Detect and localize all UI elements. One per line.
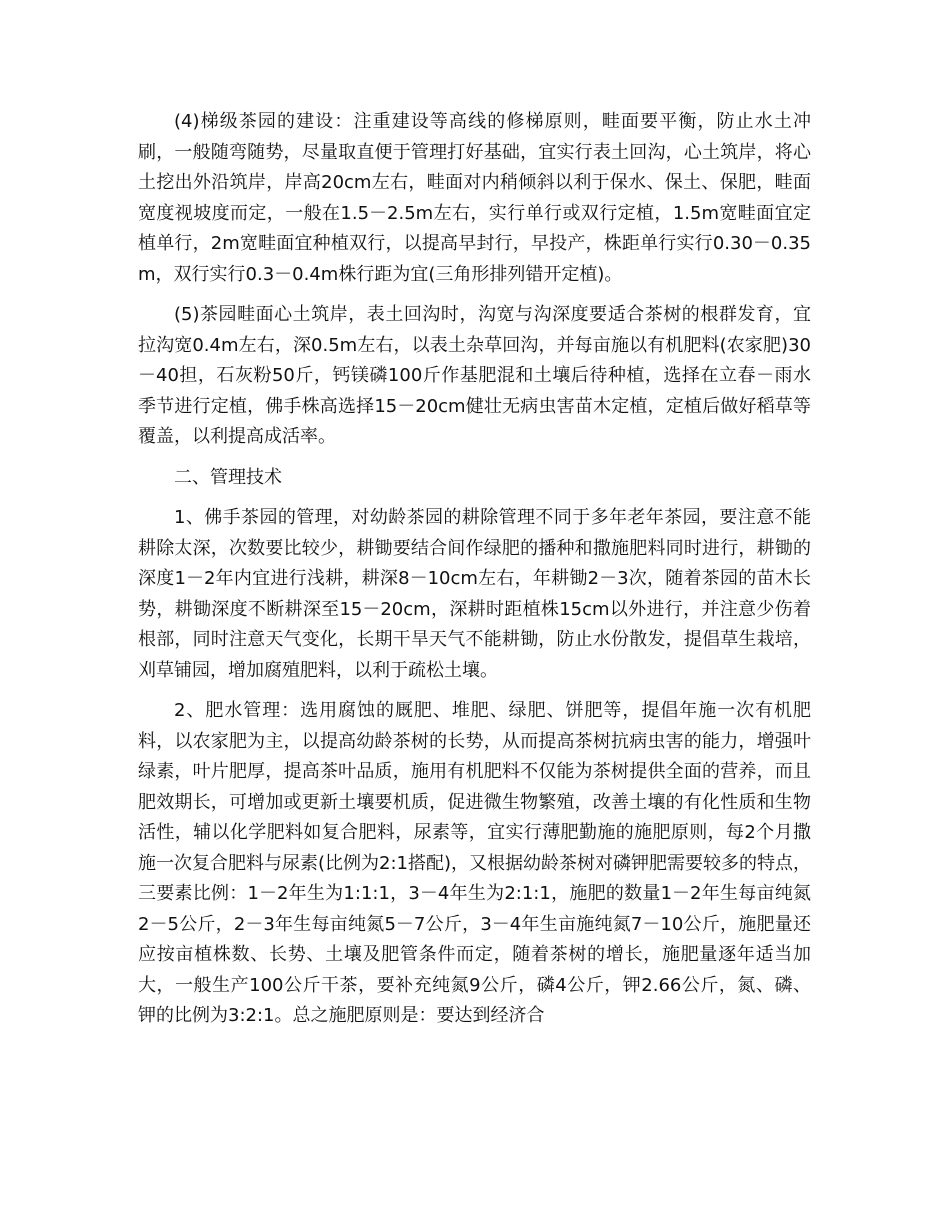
section-heading-management: 二、管理技术 <box>174 466 282 488</box>
paragraph-bed-construction: (5)茶园畦面心土筑岸，表土回沟时，沟宽与沟深度要适合茶树的根群发育，宜拉沟宽0.4m左右，深0.5m左右，以表土杂草回沟，并每亩施以有机肥料(农家肥)30－40担，石灰粉50斤，钙镁磷100斤作基肥混和土壤后待种植，选择在立春－雨水季节进行定植，佛手株高选择15－20cm健壮无病虫害苗木定植，定植后做好稻草等覆盖，以利提高成活率。 <box>138 304 811 447</box>
paragraph-terrace-garden: (4)梯级茶园的建设：注重建设等高线的修梯原则，畦面要平衡，防止水土冲刷，一般随弯随势，尽量取直便于管理打好基础，宜实行表土回沟，心土筑岸，将心土挖出外沿筑岸，岸高20cm左右，畦面对内稍倾斜以利于保水、保土、保肥，畦面宽度视坡度而定，一般在1.5－2.5m左右，实行单行或双行定植，1.5m宽畦面宜定植单行，2m宽畦面宜种植双行，以提高早封行，早投产，株距单行实行0.30－0.35m，双行实行0.3－0.4m株行距为宜(三角形排列错开定植)。 <box>138 111 811 285</box>
paragraph-gap <box>138 493 811 503</box>
paragraph-fertilizer-management: 2、肥水管理：选用腐蚀的厩肥、堆肥、绿肥、饼肥等，提倡年施一次有机肥料，以农家肥为主，以提高幼龄茶树的长势，从而提高茶树抗病虫害的能力，增强叶绿素，叶片肥厚，提高茶叶品质，施用有机肥料不仅能为茶树提供全面的营养，而且肥效期长，可增加或更新土壤要机质，促进微生物繁殖，改善土壤的有化性质和生物活性，辅以化学肥料如复合肥料，尿素等，宜实行薄肥勤施的施肥原则，每2个月撒施一次复合肥料与尿素(比例为2:1搭配)，又根据幼龄茶树对磷钾肥需要较多的特点，三要素比例：1－2年生为1:1:1，3－4年生为2:1:1，施肥的数量1－2年生每亩纯氮2－5公斤，2－3年生每亩纯氮5－7公斤，3－4年生亩施纯氮7－10公斤，施肥量还应按亩植株数、长势、土壤及肥管条件而定，随着茶树的增长，施肥量逐年适当加大，一般生产100公斤干茶，要补充纯氮9公斤，磷4公斤，钾2.66公斤，氮、磷、钾的比例为3:2:1。总之施肥原则是：要达到经济合 <box>138 700 812 1026</box>
paragraph-gap <box>138 290 811 300</box>
paragraph-tillage-management: 1、佛手茶园的管理，对幼龄茶园的耕除管理不同于多年老年茶园，要注意不能耕除太深，次数要比较少，耕锄要结合间作绿肥的播种和撒施肥料同时进行，耕锄的深度1－2年内宜进行浅耕，耕深8－10cm左右，年耕锄2－3次，随着茶园的苗木长势，耕锄深度不断耕深至15－20cm，深耕时距植株15cm以外进行，并注意少伤着根部，同时注意天气变化，长期干旱天气不能耕锄，防止水份散发，提倡草生栽培，刈草铺园，增加腐殖肥料，以利于疏松土壤。 <box>138 507 811 681</box>
paragraph-gap <box>138 453 811 463</box>
document-body <box>138 107 811 1032</box>
paragraph-gap <box>138 686 811 696</box>
